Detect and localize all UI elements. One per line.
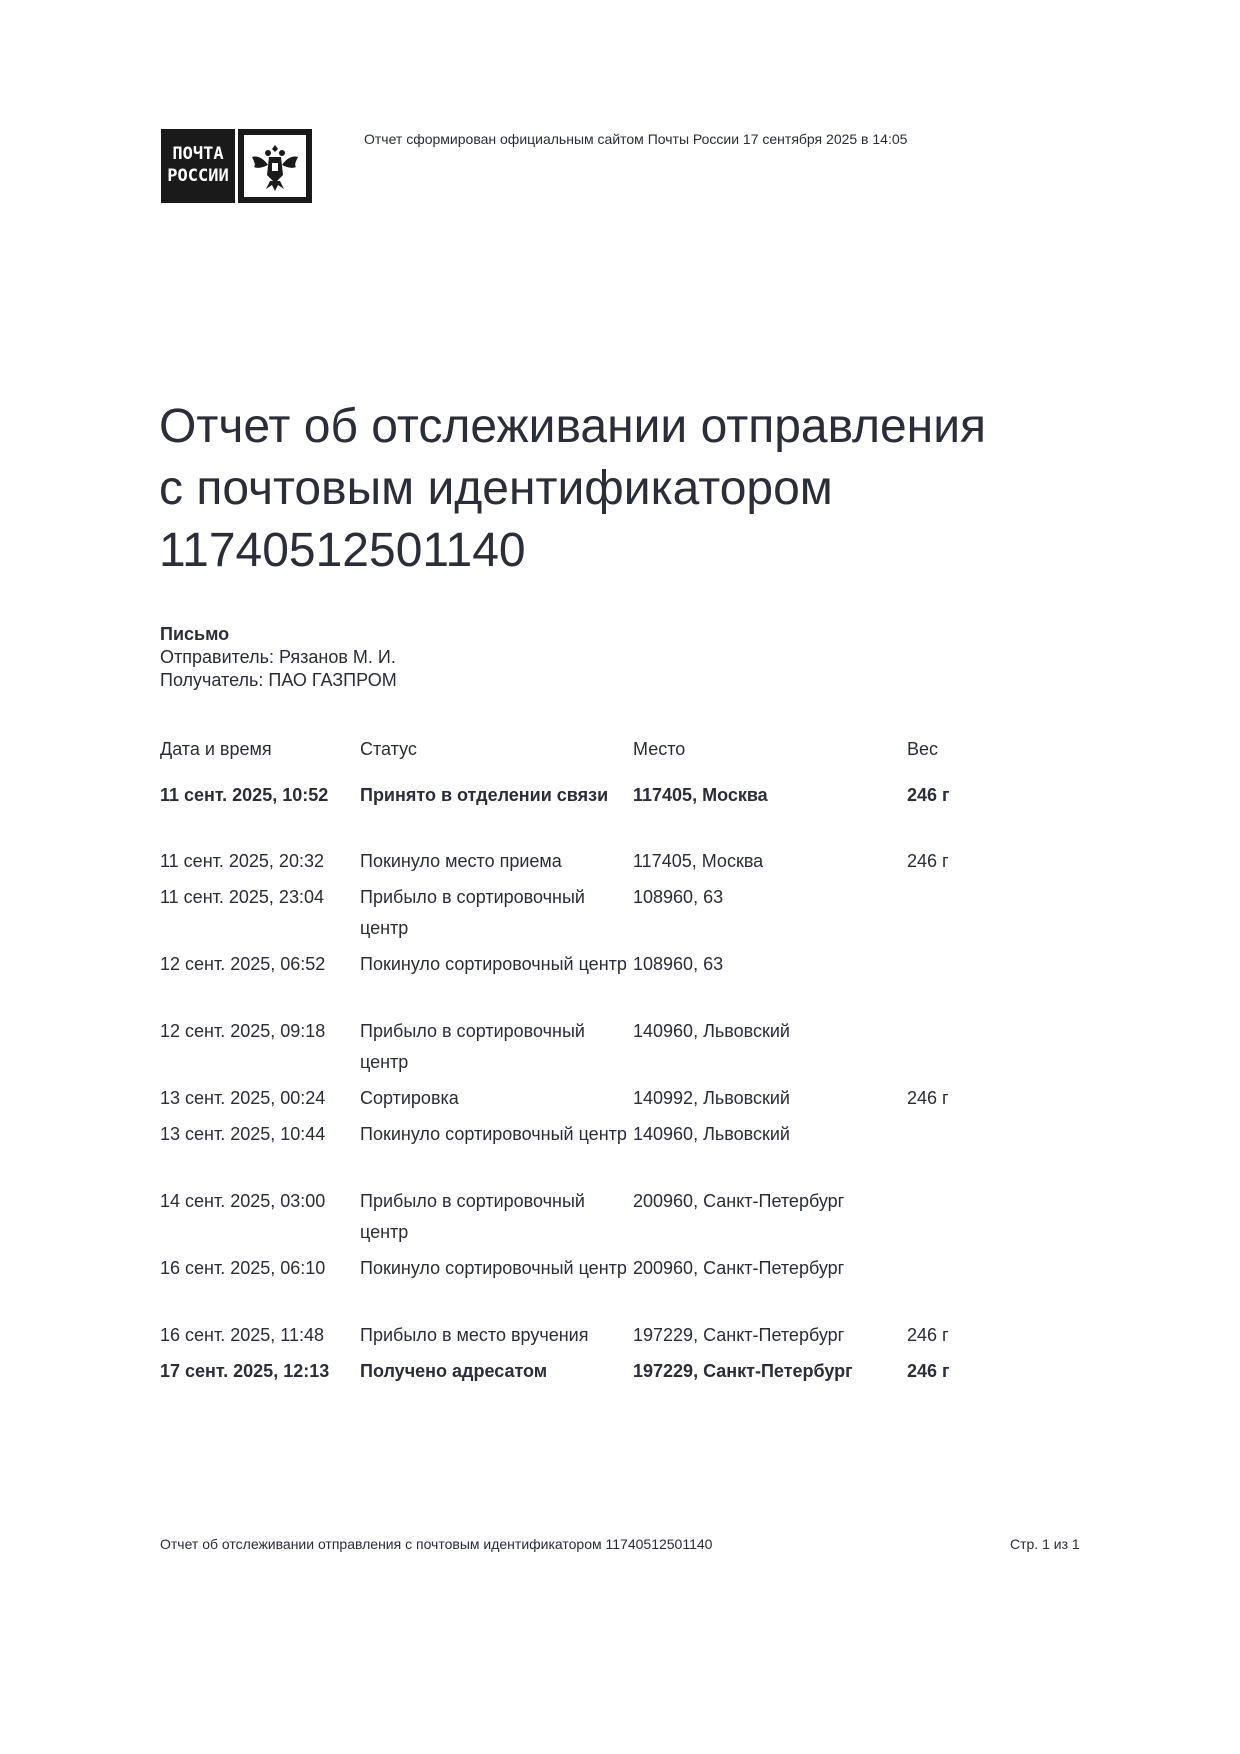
page-title	[159, 396, 1119, 582]
shipment-type: Письмо	[160, 624, 230, 644]
table-row	[160, 1320, 1120, 1356]
cell-date: 12 сент. 2025, 09:18	[160, 1021, 326, 1041]
cell-status: Прибыло в сортировочный центр	[360, 1021, 585, 1072]
cell-place: 108960, 63	[633, 887, 724, 907]
eagle-emblem-icon	[238, 129, 312, 203]
table-row	[160, 882, 1120, 949]
report-generated-note: Отчет сформирован официальным сайтом Почты России 17 сентября 2025 в 14:05	[364, 131, 908, 147]
cell-date: 17 сент. 2025, 12:13	[160, 1361, 330, 1381]
cell-status: Прибыло в место вручения	[360, 1325, 589, 1345]
cell-place: 200960, Санкт-Петербург	[633, 1191, 845, 1211]
cell-place: 140960, Львовский	[633, 1021, 790, 1041]
table-row	[160, 1083, 1120, 1119]
cell-date: 11 сент. 2025, 10:52	[160, 785, 329, 805]
cell-place: 200960, Санкт-Петербург	[633, 1258, 845, 1278]
cell-status: Сортировка	[360, 1088, 459, 1108]
title-line-2: с почтовым идентификатором	[159, 462, 833, 515]
cell-place: 117405, Москва	[633, 785, 768, 805]
tracking-table	[160, 734, 1120, 1392]
cell-date: 14 сент. 2025, 03:00	[160, 1191, 326, 1211]
cell-status: Прибыло в сортировочный центр	[360, 887, 585, 938]
table-row	[160, 949, 1120, 1016]
cell-date: 11 сент. 2025, 20:32	[160, 851, 324, 871]
sender: Отправитель: Рязанов М. И.	[160, 647, 396, 667]
table-row	[160, 780, 1120, 846]
cell-status: Покинуло сортировочный центр	[360, 1258, 627, 1278]
cell-weight: 246 г	[907, 785, 950, 805]
logo-text-line1: ПОЧТА	[172, 144, 224, 164]
cell-status: Прибыло в сортировочный центр	[360, 1191, 585, 1242]
cell-date: 16 сент. 2025, 11:48	[160, 1325, 324, 1345]
table-row	[160, 1186, 1120, 1253]
cell-place: 140960, Львовский	[633, 1124, 790, 1144]
cell-date: 13 сент. 2025, 10:44	[160, 1124, 326, 1144]
recipient: Получатель: ПАО ГАЗПРОМ	[160, 670, 397, 690]
table-row	[160, 1356, 1120, 1392]
cell-weight: 246 г	[907, 1088, 949, 1108]
shipment-info	[160, 623, 397, 692]
tracking-number: 11740512501140	[159, 524, 526, 577]
cell-place: 117405, Москва	[633, 851, 764, 871]
cell-status: Покинуло место приема	[360, 851, 562, 871]
cell-status: Принято в отделении связи	[360, 785, 609, 805]
table-row	[160, 846, 1120, 882]
cell-place: 197229, Санкт-Петербург	[633, 1325, 845, 1345]
header-weight: Вес	[907, 739, 939, 759]
footer-title: Отчет об отслеживании отправления с почтовым идентификатором 11740512501140	[160, 1536, 713, 1552]
table-row	[160, 1119, 1120, 1186]
table-header-row	[160, 734, 1120, 780]
cell-place: 108960, 63	[633, 954, 724, 974]
cell-weight: 246 г	[907, 1325, 949, 1345]
cell-weight: 246 г	[907, 851, 949, 871]
cell-date: 12 сент. 2025, 06:52	[160, 954, 326, 974]
page-number: Стр. 1 из 1	[1010, 1536, 1080, 1552]
cell-status: Покинуло сортировочный центр	[360, 954, 627, 974]
table-row	[160, 1253, 1120, 1320]
cell-date: 13 сент. 2025, 00:24	[160, 1088, 326, 1108]
title-line-1: Отчет об отслеживании отправления	[159, 400, 986, 453]
cell-weight: 246 г	[907, 1361, 950, 1381]
cell-status: Получено адресатом	[360, 1361, 548, 1381]
header-date: Дата и время	[160, 739, 272, 759]
logo-text-line2: РОССИИ	[167, 166, 229, 186]
cell-date: 16 сент. 2025, 06:10	[160, 1258, 326, 1278]
table-row	[160, 1016, 1120, 1083]
cell-date: 11 сент. 2025, 23:04	[160, 887, 324, 907]
logo-wordmark	[161, 129, 235, 203]
cell-place: 197229, Санкт-Петербург	[633, 1361, 853, 1381]
header-status: Статус	[360, 739, 417, 759]
header-place: Место	[633, 739, 686, 759]
cell-place: 140992, Львовский	[633, 1088, 790, 1108]
cell-status: Покинуло сортировочный центр	[360, 1124, 627, 1144]
pochta-rossii-logo	[161, 129, 312, 203]
